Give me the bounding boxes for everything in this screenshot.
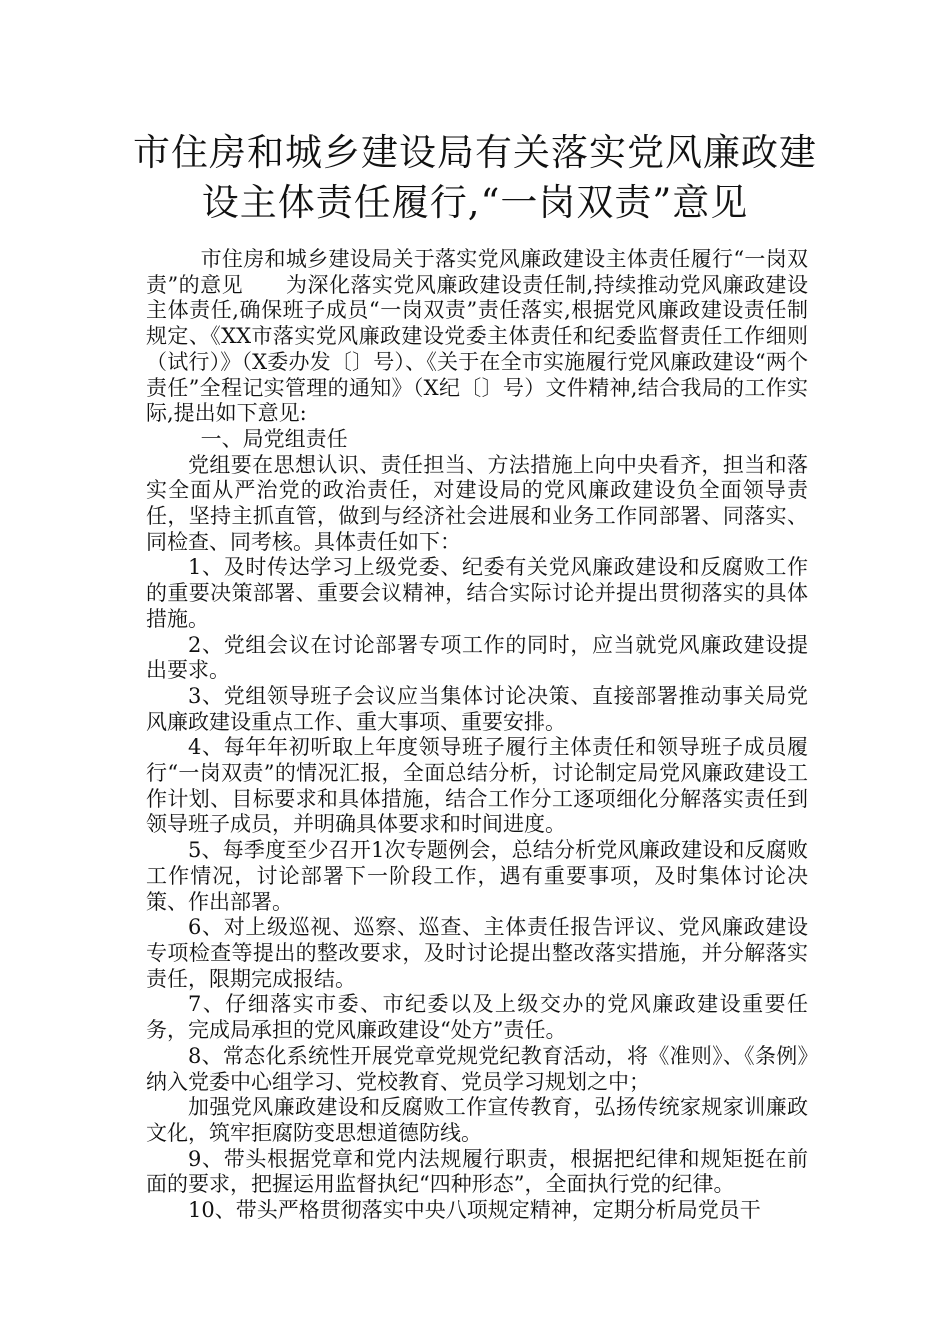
body-paragraph: 加强党风廉政建设和反腐败工作宣传教育，弘扬传统家规家训廉政文化，筑牢拒腐防变思想道德防线。 [146, 1095, 808, 1145]
list-item-4: 4、每年年初听取上年度领导班子履行主体责任和领导班子成员履行“一岗双责”的情况汇报，全面总结分析，讨论制定局党风廉政建设工作计划、目标要求和具体措施，结合工作分工逐项细化分解落实责任到领导班子成员，并明确具体要求和时间进度。 [146, 735, 808, 837]
body-paragraph: 党组要在思想认识、责任担当、方法措施上向中央看齐，担当和落实全面从严治党的政治责任，对建设局的党风廉政建设负全面领导责任，坚持主抓直管，做到与经济社会进展和业务工作同部署、同落实、同检查、同考核。具体责任如下： [146, 452, 808, 554]
document-body [146, 247, 808, 1224]
list-item-3: 3、党组领导班子会议应当集体讨论决策、直接部署推动事关局党风廉政建设重点工作、重大事项、重要安排。 [146, 683, 808, 734]
list-item-9: 9、带头根据党章和党内法规履行职责，根据把纪律和规矩挺在前面的要求，把握运用监督执纪“四种形态”，全面执行党的纪律。 [146, 1146, 808, 1197]
document-title [110, 128, 840, 228]
list-item-2: 2、党组会议在讨论部署专项工作的同时，应当就党风廉政建设提出要求。 [146, 632, 808, 683]
list-item-10: 10、带头严格贯彻落实中央八项规定精神，定期分析局党员干 [188, 1198, 761, 1223]
title-line-2: 设主体责任履行,“一岗双责”意见 [201, 181, 749, 224]
title-line-1: 市住房和城乡建设局有关落实党风廉政建 [133, 131, 817, 174]
section-heading: 一、局党组责任 [200, 426, 348, 451]
intro-paragraph: 市住房和城乡建设局关于落实党风廉政建设主体责任履行“一岗双责”的意见 为深化落实党风廉政建设责任制,持续推动党风廉政建设主体责任,确保班子成员“一岗双责”责任落实,根据党风廉政建设责任制规定、《XX市落实党风廉政建设党委主体责任和纪委监督责任工作细则（试行）》（X委办发〔〕号）、《关于在全市实施履行党风廉政建设“两个责任”全程记实管理的通知》（X纪〔〕号）文件精神,结合我局的工作实际,提出如下意见: [146, 247, 808, 426]
list-item-1: 1、及时传达学习上级党委、纪委有关党风廉政建设和反腐败工作的重要决策部署、重要会议精神，结合实际讨论并提出贯彻落实的具体措施。 [146, 555, 808, 631]
list-item-8: 8、常态化系统性开展党章党规党纪教育活动，将《准则》、《条例》纳入党委中心组学习、党校教育、党员学习规划之中； [146, 1043, 808, 1094]
list-item-5: 5、每季度至少召开1次专题例会，总结分析党风廉政建设和反腐败工作情况，讨论部署下一阶段工作，遇有重要事项，及时集体讨论决策、作出部署。 [146, 838, 808, 914]
list-item-6: 6、对上级巡视、巡察、巡查、主体责任报告评议、党风廉政建设专项检查等提出的整改要求，及时讨论提出整改落实措施，并分解落实责任，限期完成报结。 [146, 915, 808, 991]
list-item-7: 7、仔细落实市委、市纪委以及上级交办的党风廉政建设重要任务，完成局承担的党风廉政建设“处方”责任。 [146, 992, 808, 1043]
